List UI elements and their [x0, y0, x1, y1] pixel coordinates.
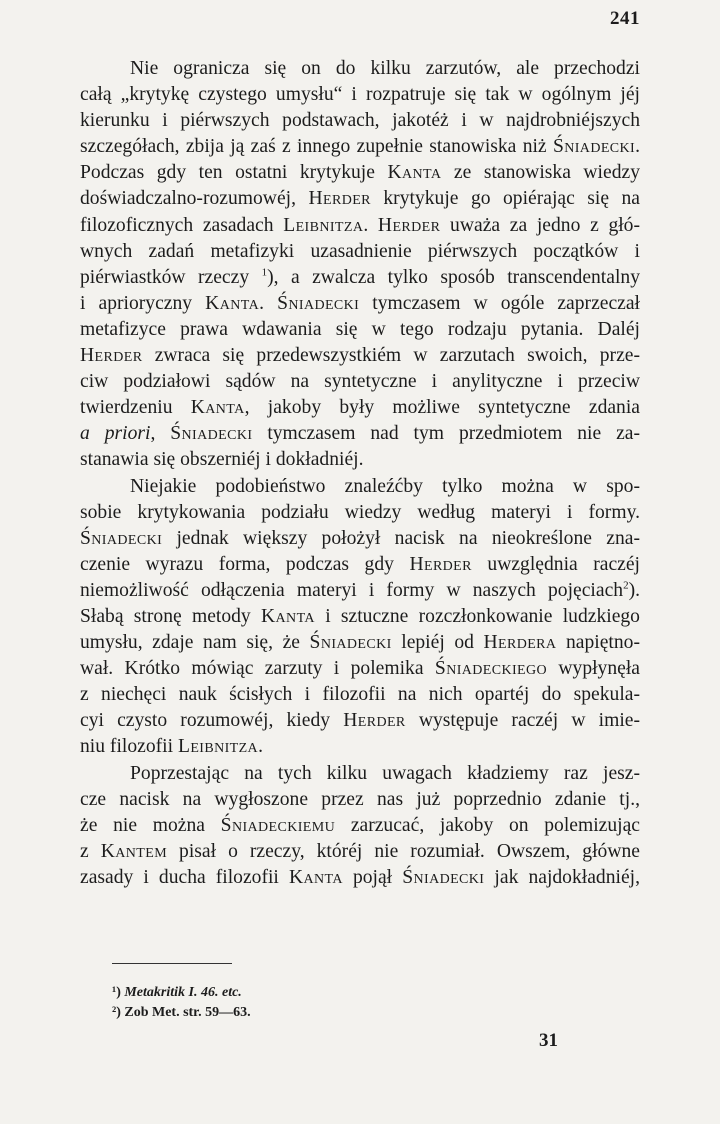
- text-run: jednak większy położył nacisk na nieokreślone zna-: [162, 527, 640, 549]
- small-caps-name: Herder: [80, 345, 143, 367]
- small-caps-name: Śniadeckiego: [434, 658, 548, 680]
- text-line: [80, 865, 640, 891]
- text-line: [80, 343, 640, 369]
- text-run: ,: [150, 423, 171, 445]
- footnote-mark: ¹): [112, 985, 125, 1000]
- small-caps-name: Kantem: [100, 840, 168, 862]
- text-line: [80, 552, 640, 578]
- text-line: [80, 186, 640, 212]
- footnotes: [112, 983, 251, 1023]
- small-caps-name: Kanta: [190, 397, 245, 419]
- text-run: i sztuczne rozczłonkowanie ludzkiego: [314, 605, 640, 627]
- text-line: [80, 213, 640, 239]
- text-run: .: [635, 136, 640, 158]
- text-run: z niechęci nauk ścisłych i filozofii na nich opartéj do spekula-: [80, 684, 640, 706]
- text-run: Podczas gdy ten ostatni krytykuje: [80, 162, 388, 184]
- text-line: [80, 839, 640, 865]
- text-run: zasady i ducha filozofii: [80, 866, 289, 888]
- text-line: [80, 474, 640, 500]
- text-line: [80, 578, 640, 604]
- small-caps-name: Herder: [409, 553, 472, 575]
- small-caps-name: Leibnitza: [177, 736, 259, 758]
- text-run: szczegółach, zbija ją zaś z innego zupełnie stanowiska niż: [80, 136, 553, 158]
- text-run: uważa za jedno z głó-: [440, 214, 641, 236]
- text-run: wypłynęła: [547, 658, 640, 680]
- footnote: [112, 983, 251, 1003]
- text-run: filozoficznych zasadach: [80, 214, 284, 236]
- text-line: [80, 369, 640, 395]
- text-run: ze stanowiska wiedzy: [441, 162, 640, 184]
- footnote-ref: 2: [623, 579, 629, 592]
- text-run: umysłu, zdaje nam się, że: [80, 632, 310, 654]
- text-run: wnych zadań metafizyki uzasadnienie piérwszych początków i: [80, 240, 640, 262]
- text-line: [80, 708, 640, 734]
- text-line: [80, 421, 640, 447]
- text-run: pisał o rzeczy, któréj nie rozumiał. Owszem, główne: [167, 840, 640, 862]
- small-caps-name: Herder: [343, 710, 406, 732]
- text-run: występuje raczéj w imie-: [405, 710, 640, 732]
- text-line: [80, 56, 640, 82]
- small-caps-name: Śniadecki: [402, 866, 485, 888]
- small-caps-name: Śniadecki: [277, 292, 360, 314]
- text-run: że nie można: [80, 814, 221, 836]
- small-caps-name: Herder: [308, 188, 371, 210]
- text-run: zarzucać, jakoby on polemizując: [335, 814, 640, 836]
- text-line: [80, 500, 640, 526]
- text-line: [80, 239, 640, 265]
- footnote-text: Metakritik I. 46. etc.: [124, 985, 242, 1000]
- small-caps-name: Śniadecki: [309, 632, 392, 654]
- footnote-ref: 1: [261, 266, 268, 279]
- text-run: doświadczalno-rozumowéj,: [80, 188, 309, 210]
- text-run: krytykuje go opiérając się na: [370, 188, 640, 210]
- text-line: [80, 630, 640, 656]
- text-line: [80, 317, 640, 343]
- text-line: [80, 734, 640, 760]
- text-run: tymczasem w ogóle zaprzeczał: [359, 292, 640, 314]
- small-caps-name: Śniadecki: [552, 136, 636, 158]
- text-run: z: [80, 840, 101, 862]
- text-line: [80, 761, 640, 787]
- text-run: twierdzeniu: [80, 397, 191, 419]
- text-run: napiętno-: [556, 632, 640, 654]
- paragraph: [80, 474, 640, 761]
- text-run: tymczasem nad tym przedmiotem nie za-: [252, 423, 640, 445]
- text-line: [80, 134, 640, 160]
- text-run: i aprioryczny: [80, 292, 206, 314]
- small-caps-name: Kanta: [288, 866, 343, 888]
- text-run: .: [363, 214, 378, 236]
- text-run: lepiéj od: [391, 632, 484, 654]
- body-text: [80, 56, 640, 891]
- text-line: [80, 656, 640, 682]
- text-run: jak najdokładniéj,: [484, 866, 640, 888]
- text-run: ), a zwalcza tylko sposób transcendentalny: [267, 266, 640, 288]
- text-run: pojął: [342, 866, 403, 888]
- small-caps-name: Herder: [377, 214, 441, 236]
- text-run: cze nacisk na wygłoszone przez nas już poprzednio zdanie tj.,: [80, 788, 640, 810]
- text-run: kierunku i piérwszych podstawach, jakotéż i w najdrobniéjszych: [80, 110, 640, 132]
- small-caps-name: Kanta: [387, 162, 442, 184]
- small-caps-name: Herdera: [483, 632, 557, 654]
- text-line: [80, 787, 640, 813]
- text-run: zwraca się przedewszystkiém w zarzutach swoich, prze-: [142, 345, 640, 367]
- paragraph: [80, 56, 640, 474]
- text-run: Słabą stronę metody: [80, 605, 261, 627]
- small-caps-name: Śniadeckiemu: [220, 814, 336, 836]
- text-run: wał. Krótko mówiąc zarzuty i polemika: [80, 658, 435, 680]
- text-line: [80, 291, 640, 317]
- footnote-text: Zob Met. str. 59—63.: [124, 1005, 251, 1020]
- text-run: metafizyce prawa wdawania się w tego rodzaju pytania. Daléj: [80, 318, 640, 340]
- small-caps-name: Śniadecki: [170, 423, 253, 445]
- text-run: ).: [628, 579, 640, 601]
- text-run: .: [259, 292, 278, 314]
- text-run: całą „krytykę czystego umysłu“ i rozpatruje się tak w ogólnym jéj: [80, 84, 640, 106]
- text-run: uwzględnia raczéj: [471, 553, 640, 575]
- italic-phrase: a priori: [80, 423, 151, 445]
- small-caps-name: Kanta: [261, 605, 315, 627]
- signature-mark: 31: [539, 1030, 558, 1051]
- text-line: [80, 108, 640, 134]
- text-run: Niejakie podobieństwo znaleźćby tylko można w spo-: [130, 475, 640, 497]
- text-line: [80, 604, 640, 630]
- text-run: piérwiastków rzeczy: [80, 266, 262, 288]
- small-caps-name: Leibnitza: [283, 214, 364, 236]
- text-line: [80, 447, 640, 473]
- footnote-mark: ²): [112, 1005, 125, 1020]
- text-run: Poprzestając na tych kilku uwagach kładziemy raz jesz-: [130, 762, 640, 784]
- text-line: [80, 682, 640, 708]
- text-run: niemożliwość odłączenia materyi i formy w naszych pojęciach: [80, 579, 624, 601]
- text-line: [80, 813, 640, 839]
- text-run: .: [258, 736, 263, 758]
- footnote-rule: [112, 963, 232, 964]
- text-run: ciw podziałowi sądów na syntetyczne i anylityczne i przeciw: [80, 371, 640, 393]
- text-run: Nie ogranicza się on do kilku zarzutów, ale przechodzi: [130, 58, 640, 79]
- footnote: [112, 1003, 251, 1023]
- text-line: [80, 395, 640, 421]
- text-line: [80, 265, 640, 291]
- text-line: [80, 160, 640, 186]
- paragraph: [80, 761, 640, 891]
- text-run: stanawia się obszerniéj i dokładniéj.: [80, 449, 364, 471]
- text-line: [80, 82, 640, 108]
- text-run: , jakoby były możliwe syntetyczne zdania: [244, 397, 640, 419]
- page-number: 241: [610, 8, 640, 29]
- text-line: [80, 526, 640, 552]
- text-run: sobie krytykowania podziału wiedzy według materyi i formy.: [80, 501, 640, 523]
- text-run: czenie wyrazu forma, podczas gdy: [80, 553, 410, 575]
- small-caps-name: Śniadecki: [80, 527, 163, 549]
- text-run: niu filozofii: [80, 736, 178, 758]
- small-caps-name: Kanta: [205, 292, 260, 314]
- text-run: cyi czysto rozumowéj, kiedy: [80, 710, 344, 732]
